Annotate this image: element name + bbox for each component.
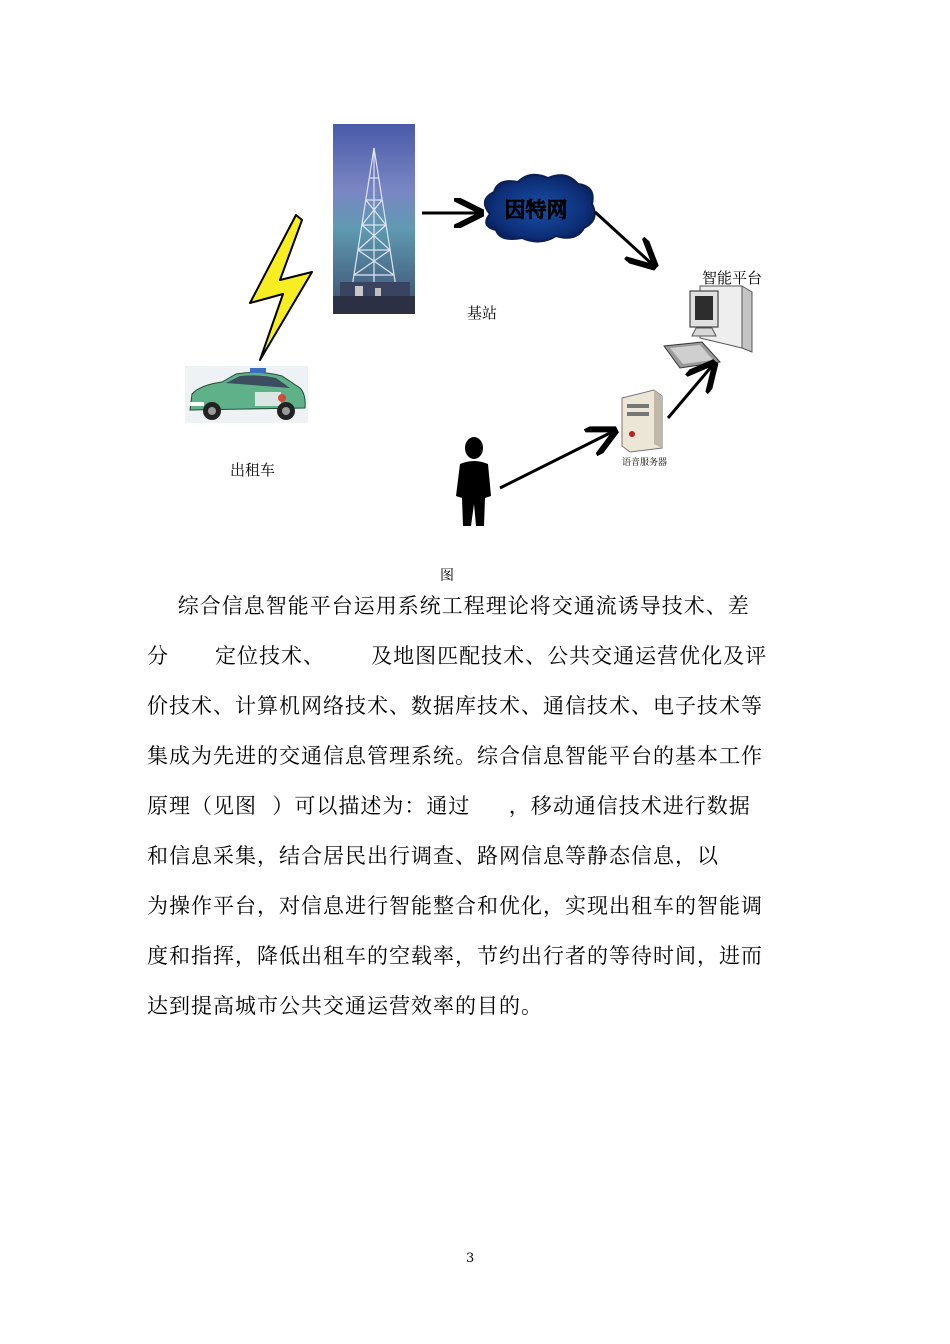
body-line: 度和指挥，降低出租车的空载率，节约出行者的等待时间，进而 <box>147 944 763 968</box>
voice-server-label: 语音服务器 <box>622 458 668 468</box>
arrow-person-to-server <box>500 432 612 488</box>
page-number: 3 <box>466 1251 475 1266</box>
internet-cloud-text: 因特网 <box>504 198 568 222</box>
taxi-label: 出租车 <box>230 461 276 479</box>
taxi-icon <box>185 366 308 423</box>
arrow-internet-to-platform <box>595 212 652 264</box>
base-station-icon <box>333 124 415 314</box>
voice-server-icon <box>622 390 662 452</box>
body-line: 和信息采集，结合居民出行调查、路网信息等静态信息，以 <box>147 844 719 868</box>
base-station-label: 基站 <box>467 304 498 322</box>
arrow-server-to-platform <box>668 366 712 418</box>
system-diagram <box>0 0 950 600</box>
body-line: 价技术、计算机网络技术、数据库技术、通信技术、电子技术等 <box>147 694 763 718</box>
body-line: 达到提高城市公共交通运营效率的目的。 <box>147 994 543 1018</box>
internet-cloud-icon <box>485 175 595 242</box>
figure-caption: 图 <box>440 568 454 584</box>
platform-label: 智能平台 <box>702 269 763 287</box>
person-icon <box>456 437 491 526</box>
body-line: 综合信息智能平台运用系统工程理论将交通流诱导技术、差 <box>147 594 750 618</box>
computer-icon <box>664 286 752 368</box>
body-line: 分 定位技术、 及地图匹配技术、公共交通运营优化及评 <box>147 644 768 668</box>
lightning-icon <box>250 215 312 360</box>
body-line: 集成为先进的交通信息管理系统。综合信息智能平台的基本工作 <box>147 744 763 768</box>
body-line: 为操作平台，对信息进行智能整合和优化，实现出租车的智能调 <box>147 894 763 918</box>
body-line: 原理（见图 ）可以描述为：通过 ，移动通信技术进行数据 <box>147 794 751 818</box>
